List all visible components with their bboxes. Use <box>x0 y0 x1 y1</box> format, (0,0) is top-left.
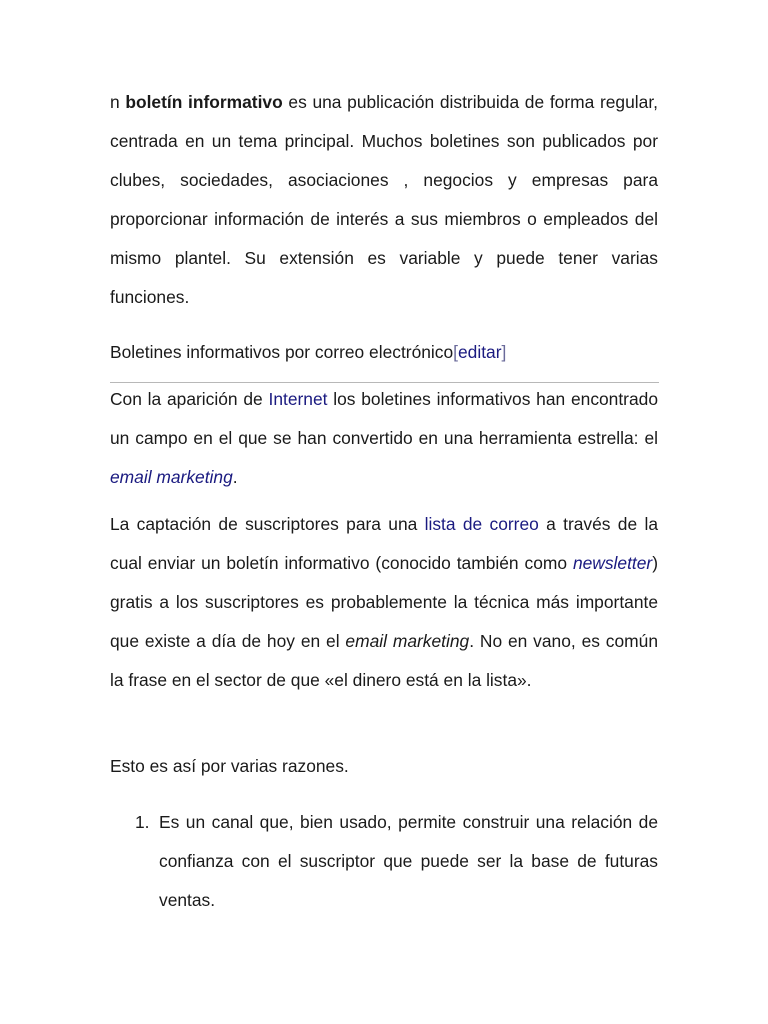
reasons-list <box>110 803 658 920</box>
intro-lead: n <box>110 92 126 112</box>
paragraph-internet <box>110 380 658 497</box>
lista-de-correo-link[interactable]: lista de correo <box>424 514 539 534</box>
paragraph-internet-middle: los boletines informativos han encontrado un campo en el que se han convertido en una herramienta estrella: el <box>110 389 658 448</box>
intro-paragraph <box>110 83 658 317</box>
paragraph-captacion-start: La captación de suscriptores para una <box>110 514 425 534</box>
intro-term: boletín informativo <box>125 92 283 112</box>
edit-bracket-open: [ <box>453 342 458 362</box>
paragraph-razones <box>110 747 658 786</box>
list-item-number: 1. <box>135 812 150 832</box>
paragraph-captacion-end: . No en vano, es común la frase en el sector de que «el dinero está en la lista». <box>110 631 659 690</box>
paragraph-razones-text: Esto es así por varias razones. <box>110 756 349 776</box>
paragraph-internet-start: Con la aparición de <box>110 389 269 409</box>
newsletter-link[interactable]: newsletter <box>572 553 653 573</box>
intro-rest: es una publicación distribuida de forma regular, centrada en un tema principal. Muchos boletines son publicados por clubes, sociedades, asociaciones , negocios y empresas para proporcionar información de interés a sus miembros o empleados del mismo plantel. Su extensión es variable y puede tener varias funciones. <box>110 92 658 307</box>
edit-link[interactable]: editar <box>458 342 502 362</box>
section-heading <box>110 336 506 368</box>
paragraph-captacion-mid1: a través de la cual enviar un boletín informativo (conocido también como <box>110 514 658 573</box>
paragraph-captacion <box>110 505 658 700</box>
email-marketing-link[interactable]: email marketing <box>110 467 233 487</box>
paragraph-internet-end: . <box>232 467 238 487</box>
internet-link[interactable]: Internet <box>268 389 328 409</box>
paragraph-captacion-mid2: ) gratis a los suscriptores es probablemente la técnica más importante que existe a día de hoy en el <box>110 553 658 651</box>
list-item-text: Es un canal que, bien usado, permite construir una relación de confianza con el suscriptor que puede ser la base de futuras ventas. <box>159 812 658 910</box>
section-heading-title: Boletines informativos por correo electrónico <box>110 342 454 362</box>
list-item <box>110 803 658 920</box>
email-marketing-italic: email marketing <box>345 631 470 651</box>
edit-bracket-close: ] <box>501 342 507 362</box>
